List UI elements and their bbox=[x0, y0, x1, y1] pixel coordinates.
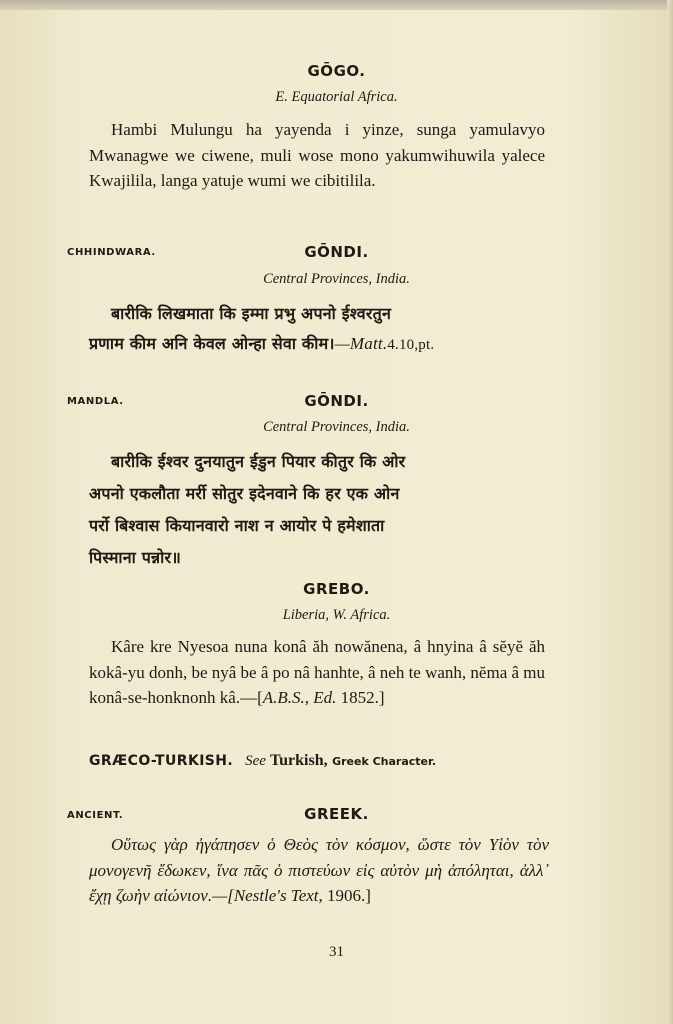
grebo-passage bbox=[89, 634, 545, 711]
section-subtitle-gondi-mandla: Central Provinces, India. bbox=[263, 419, 410, 435]
greek-passage bbox=[89, 832, 549, 909]
side-label-mandla: MANDLA. bbox=[67, 396, 124, 407]
see-label: See bbox=[245, 753, 266, 769]
section-subtitle-gogo: E. Equatorial Africa. bbox=[275, 89, 398, 105]
graeco-turkish-label: GRÆCO-TURKISH. bbox=[89, 753, 234, 769]
cross-reference-target-detail: Greek Character. bbox=[332, 755, 437, 768]
gondi-chhindwara-line-1: बारीकि लिखमाता कि इम्मा प्रभु अपनो ईश्वरतुन bbox=[111, 304, 392, 323]
gondi-chhindwara-line-2 bbox=[89, 328, 549, 361]
cross-reference-graeco-turkish bbox=[89, 752, 436, 770]
gondi-chhindwara-citation-ref: —Matt. bbox=[334, 334, 388, 353]
page-number: 31 bbox=[329, 944, 344, 960]
section-title-gondi-mandla: GŌNDI. bbox=[304, 392, 369, 410]
gondi-mandla-line-2: अपनो एकलौता मर्री सोतुर इदेनवाने कि हर एक ओन bbox=[89, 484, 400, 503]
grebo-passage-text: Kâre kre Nyesoa nuna konâ ăh nowănena, â hnyina â sĕyĕ ăh kokâ-yu donh, be nyâ be â po nâ hanhte, â neh te wanh, nĕma â mu konâ-se-honknonh kâ.—[ bbox=[89, 637, 546, 707]
greek-citation-source: Nestle's Text, bbox=[233, 886, 323, 905]
section-title-gondi-chhindwara: GŌNDI. bbox=[304, 243, 369, 261]
cross-reference-target: Turkish, bbox=[269, 752, 328, 769]
gondi-chhindwara-line-2-text: प्रणाम कीम अनि केवल ओन्हा सेवा कीम। bbox=[89, 334, 335, 353]
gondi-mandla-line-1: बारीकि ईश्वर दुनयातुन ईडुन पियार कीतुर कि ओर bbox=[111, 452, 406, 471]
side-label-ancient: ANCIENT. bbox=[67, 810, 124, 821]
greek-passage-text: Οὕτως γὰρ ἠγάπησεν ὁ Θεὸς τὸν κόσμον, ὥστε τὸν Υἱὸν τὸν μονογενῆ ἔδωκεν, ἵνα πᾶς ὁ πιστεύων εἰς αὐτὸν μὴ ἀπόληται, ἀλλ᾽ ἔχῃ ζωὴν αἰώνιον.—[ bbox=[89, 835, 549, 905]
section-title-grebo: GREBO. bbox=[303, 580, 370, 598]
gogo-passage: Hambi Mulungu ha yayenda i yinze, sunga yamulavyo Mwanagwe we ciwene, muli wose mono yakumwihuwila yalece Kwajilila, langa yatuje wumi we cibitilila. bbox=[89, 120, 545, 190]
gondi-chhindwara-citation-num: 4.10,pt. bbox=[387, 337, 435, 353]
gondi-mandla-line-4: पिस्माना पन्नोर॥ bbox=[89, 548, 182, 567]
section-title-gogo: GŌGO. bbox=[307, 62, 366, 80]
section-subtitle-gondi-chhindwara: Central Provinces, India. bbox=[263, 271, 410, 287]
greek-citation-year: 1906.] bbox=[322, 886, 371, 905]
side-label-chhindwara: CHHINDWARA. bbox=[67, 247, 156, 258]
gondi-mandla-line-3: पर्रो बिश्वास कियानवारो नाश न आयोर पे हमेशाता bbox=[89, 516, 385, 535]
grebo-citation-source: A.B.S., Ed. bbox=[262, 688, 337, 707]
grebo-citation-year: 1852.] bbox=[336, 688, 385, 707]
section-subtitle-grebo: Liberia, W. Africa. bbox=[282, 607, 391, 623]
section-title-greek: GREEK. bbox=[304, 805, 369, 823]
